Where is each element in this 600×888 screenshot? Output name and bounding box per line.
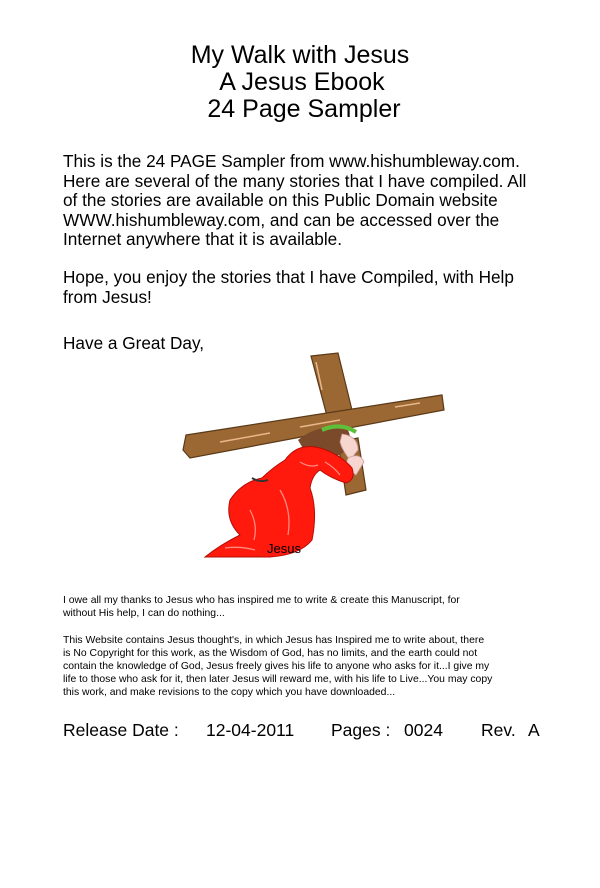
intro-line: Internet anywhere that it is available. — [63, 229, 342, 249]
thanks-paragraph — [63, 594, 593, 620]
jesus-carrying-cross-illustration — [180, 350, 450, 565]
release-date-label: Release Date : — [63, 720, 179, 740]
notice-line: is No Copyright for this work, as the Wisdom of God, has no limits, and the earth could not — [63, 648, 478, 659]
pages-value: 0024 — [404, 720, 443, 740]
thanks-line: I owe all my thanks to Jesus who has inspired me to write & create this Manuscript, for — [63, 595, 460, 606]
intro-line: of the stories are available on this Public Domain website — [63, 190, 498, 210]
release-date-value: 12-04-2011 — [206, 720, 295, 740]
notice-line: life to those who ask for it, then later Jesus will reward me, with his life to Live...You may copy — [63, 674, 493, 685]
notice-line: This Website contains Jesus thought's, in which Jesus has Inspired me to write about, there — [63, 635, 485, 646]
thanks-line: without His help, I can do nothing... — [63, 608, 225, 619]
hope-line: from Jesus! — [63, 286, 152, 307]
notice-line: contain the knowledge of God, Jesus freely gives his life to anyone who asks for it...I give my — [63, 661, 490, 672]
title-line-3: 24 Page Sampler — [207, 95, 401, 123]
intro-line: WWW.hishumbleway.com, and can be accessed over the — [63, 209, 500, 230]
revision-label: Rev. — [481, 720, 516, 740]
notice-line: this work, and make revisions to the copy which you have downloaded... — [63, 687, 396, 698]
pages-label: Pages : — [331, 720, 391, 740]
figure-caption: Jesus — [267, 541, 301, 556]
intro-line: This is the 24 PAGE Sampler from www.hishumbleway.com. — [63, 151, 520, 171]
cross-figure-icon — [180, 350, 450, 565]
hope-line: Hope, you enjoy the stories that I have Compiled, with Help — [63, 267, 514, 287]
title-line-1: My Walk with Jesus — [190, 41, 410, 69]
release-info-footer — [63, 720, 540, 888]
intro-paragraph — [63, 152, 583, 250]
hope-paragraph — [63, 268, 583, 307]
revision-value: A — [528, 720, 540, 740]
copyright-notice-paragraph — [63, 634, 593, 699]
greeting: Have a Great Day, — [63, 333, 205, 353]
intro-line: Here are several of the many stories that I have compiled. All — [63, 170, 527, 191]
title-line-2: A Jesus Ebook — [219, 68, 385, 96]
